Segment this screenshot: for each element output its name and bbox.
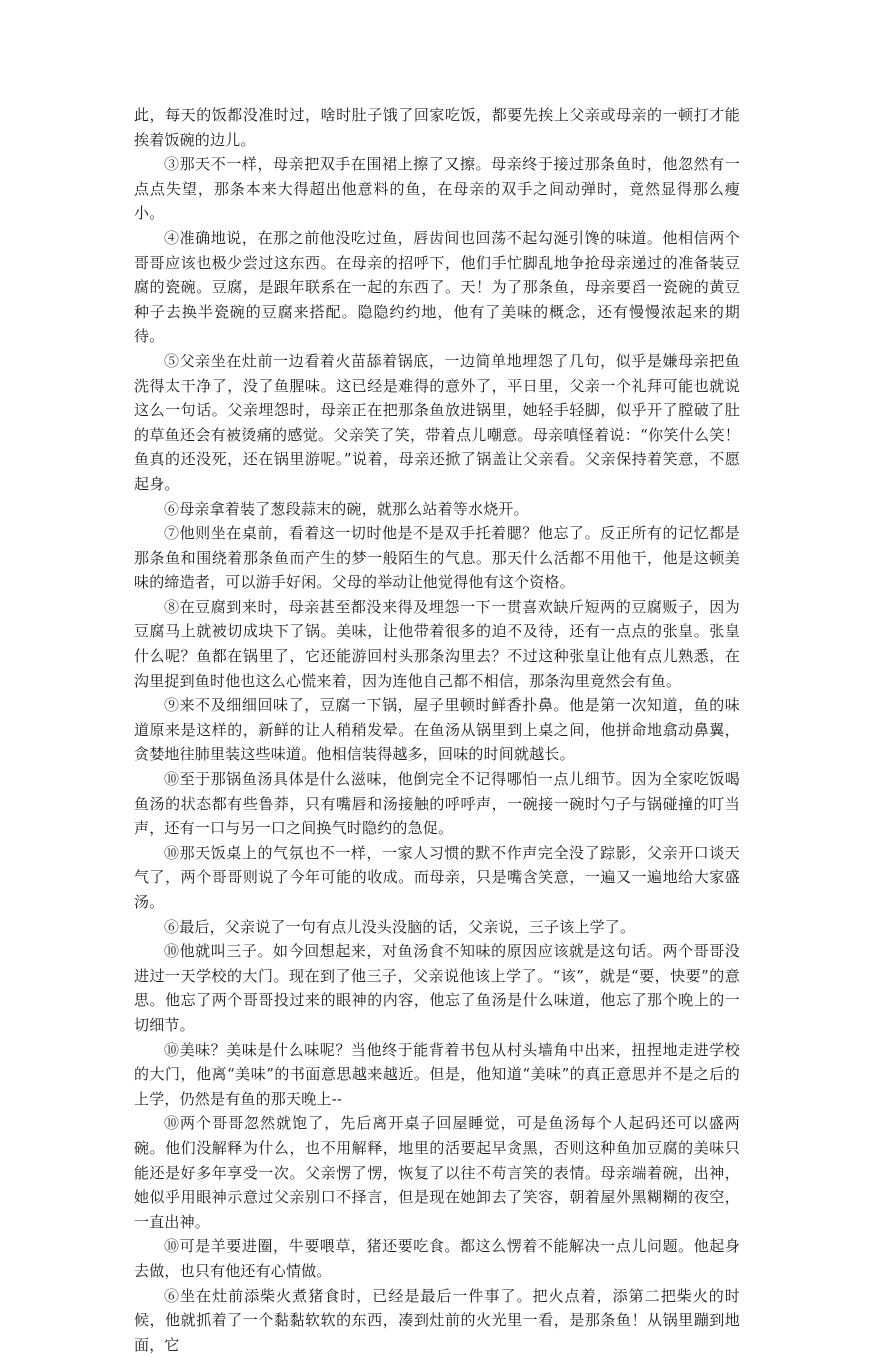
paragraph-14: ⑩美味？美味是什么味呢？当他终于能背着书包从村头墙角中出来，扭捏地走进学校的大门，他离“美味”的书面意思越来越近。但是，他知道“美味”的真正意思并不是之后的上学，仍然是有鱼的那天晚上-- bbox=[134, 1038, 740, 1112]
paragraph-4: ④准确地说，在那之前他没吃过鱼，唇齿间也回荡不起勾涎引馋的味道。他相信两个哥哥应该也极少尝过这东西。在母亲的招呼下，他们手忙脚乱地争抢母亲递过的准备装豆腐的瓷碗。豆腐，是跟年联系在一起的东西了。天！为了那条鱼，母亲要舀一瓷碗的黄豆种子去换半瓷碗的豆腐来搭配。隐隐约约地，他有了美味的概念，还有慢慢浓起来的期待。 bbox=[134, 226, 740, 349]
paragraph-12: ⑥最后，父亲说了一句有点儿没头没脑的话，父亲说，三子该上学了。 bbox=[134, 915, 740, 940]
paragraph-6: ⑥母亲拿着装了葱段蒜末的碗，就那么站着等水烧开。 bbox=[134, 497, 740, 522]
paragraph-7: ⑦他则坐在桌前，看着这一切时他是不是双手托着腮？他忘了。反正所有的记忆都是那条鱼和围绕着那条鱼而产生的梦一般陌生的气息。那天什么活都不用他干，他是这顿美味的缔造者，可以游手好闲。父母的举动让他觉得他有这个资格。 bbox=[134, 521, 740, 595]
document-page bbox=[134, 103, 740, 1357]
paragraph-15: ⑩两个哥哥忽然就饱了，先后离开桌子回屋睡觉，可是鱼汤每个人起码还可以盛两碗。他们没解释为什么，也不用解释，地里的活要起早贪黑，否则这种鱼加豆腐的美味只能还是好多年享受一次。父亲愣了愣，恢复了以往不苟言笑的表情。母亲端着碗，出神，她似乎用眼神示意过父亲别口不择言，但是现在她卸去了笑容，朝着屋外黑糊糊的夜空，一直出神。 bbox=[134, 1111, 740, 1234]
paragraph-17: ⑥坐在灶前添柴火煮猪食时，已经是最后一件事了。把火点着，添第二把柴火的时候，他就抓着了一个黏黏软软的东西，凑到灶前的火光里一看，是那条鱼！从锅里蹦到地面，它 bbox=[134, 1284, 740, 1357]
paragraph-16: ⑩可是羊要进圈，牛要喂草，猪还要吃食。都这么愣着不能解决一点儿问题。他起身去做，也只有他还有心情做。 bbox=[134, 1234, 740, 1283]
paragraph-5: ⑤父亲坐在灶前一边看着火苗舔着锅底，一边简单地埋怨了几句，似乎是嫌母亲把鱼洗得太干净了，没了鱼腥味。这已经是难得的意外了，平日里，父亲一个礼拜可能也就说这么一句话。父亲埋怨时，母亲正在把那条鱼放进锅里，她轻手轻脚，似乎开了膛破了肚的草鱼还会有被烫痛的感觉。父亲笑了笑，带着点儿嘲意。母亲嗔怪着说：“你笑什么笑！鱼真的还没死，还在锅里游呢。”说着，母亲还掀了锅盖让父亲看。父亲保持着笑意，不愿起身。 bbox=[134, 349, 740, 497]
paragraph-11: ⑩那天饭桌上的气氛也不一样，一家人习惯的默不作声完全没了踪影，父亲开口谈天气了，两个哥哥则说了今年可能的收成。而母亲，只是嘴含笑意，一遍又一遍地给大家盛汤。 bbox=[134, 841, 740, 915]
paragraph-13: ⑩他就叫三子。如今回想起来，对鱼汤食不知味的原因应该就是这句话。两个哥哥没进过一天学校的大门。现在到了他三子，父亲说他该上学了。“该”，就是“要，快要”的意思。他忘了两个哥哥投过来的眼神的内容，他忘了鱼汤是什么味道，他忘了那个晚上的一切细节。 bbox=[134, 939, 740, 1037]
paragraph-10: ⑩至于那锅鱼汤具体是什么滋味，他倒完全不记得哪怕一点儿细节。因为全家吃饭喝鱼汤的状态都有些鲁莽，只有嘴唇和汤接触的呼呼声，一碗接一碗时勺子与锅碰撞的叮当声，还有一口与另一口之间换气时隐约的急促。 bbox=[134, 767, 740, 841]
paragraph-3: ③那天不一样，母亲把双手在围裙上擦了又擦。母亲终于接过那条鱼时，他忽然有一点点失望，那条本来大得超出他意料的鱼，在母亲的双手之间动弹时，竟然显得那么瘦小。 bbox=[134, 152, 740, 226]
paragraph-continuation: 此，每天的饭都没准时过，啥时肚子饿了回家吃饭，都要先挨上父亲或母亲的一顿打才能挨着饭碗的边儿。 bbox=[134, 103, 740, 152]
paragraph-9: ⑨来不及细细回味了，豆腐一下锅，屋子里顿时鲜香扑鼻。他是第一次知道，鱼的味道原来是这样的，新鲜的让人稍稍发晕。在鱼汤从锅里到上桌之间，他拼命地翕动鼻翼，贪婪地往肺里装这些味道。他相信装得越多，回味的时间就越长。 bbox=[134, 693, 740, 767]
paragraph-8: ⑧在豆腐到来时，母亲甚至都没来得及埋怨一下一贯喜欢缺斤短两的豆腐贩子，因为豆腐马上就被切成块下了锅。美味，让他带着很多的迫不及待，还有一点点的张皇。张皇什么呢？鱼都在锅里了，它还能游回村头那条沟里去？不过这种张皇让他有点儿熟悉，在沟里捉到鱼时他也这么心慌来着，因为连他自己都不相信，那条沟里竟然会有鱼。 bbox=[134, 595, 740, 693]
